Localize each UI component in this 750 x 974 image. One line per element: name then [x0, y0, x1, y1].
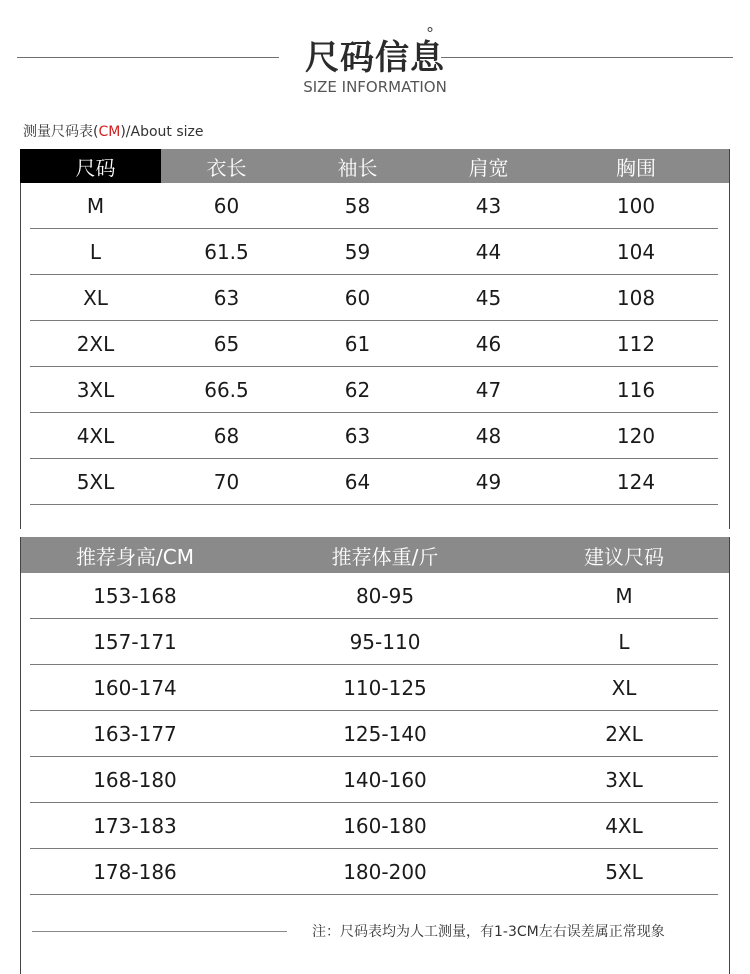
table-cell: 60: [292, 275, 423, 321]
table-cell: 178-186: [30, 849, 240, 895]
column-header: 推荐体重/斤: [240, 537, 530, 573]
column-header: 胸围: [554, 149, 718, 183]
table-cell: 116: [554, 367, 718, 413]
table-cell: L: [530, 619, 718, 665]
size-row: [30, 367, 718, 413]
size-table: [30, 149, 718, 505]
table-cell: 168-180: [30, 757, 240, 803]
table-cell: 63: [292, 413, 423, 459]
recommend-row: [30, 757, 718, 803]
recommend-row: [30, 665, 718, 711]
table-cell: 153-168: [30, 573, 240, 619]
size-row: [30, 321, 718, 367]
table-cell: 3XL: [530, 757, 718, 803]
recommend-header-left-pad: [20, 537, 30, 573]
table-cell: 2XL: [530, 711, 718, 757]
column-header: 肩宽: [423, 149, 554, 183]
table-cell: 5XL: [30, 459, 161, 505]
table-frame-right: [729, 149, 730, 529]
table-cell: 61: [292, 321, 423, 367]
table-cell: 43: [423, 183, 554, 229]
recommend-row: [30, 619, 718, 665]
footnote-line: [32, 931, 287, 932]
recommend-row: [30, 803, 718, 849]
table-cell: 70: [161, 459, 292, 505]
column-header: 袖长: [292, 149, 423, 183]
table-cell: 46: [423, 321, 554, 367]
table-cell: M: [530, 573, 718, 619]
size-row: [30, 183, 718, 229]
recommend-frame-left: [20, 537, 21, 974]
table-cell: 120: [554, 413, 718, 459]
table-cell: 104: [554, 229, 718, 275]
size-row: [30, 229, 718, 275]
table-cell: 60: [161, 183, 292, 229]
table-cell: 66.5: [161, 367, 292, 413]
recommend-header-right-pad: [718, 537, 729, 573]
recommend-table-header: [30, 537, 718, 573]
table-cell: 63: [161, 275, 292, 321]
table-cell: 59: [292, 229, 423, 275]
recommend-row: [30, 573, 718, 619]
size-table-header-left-pad: [20, 149, 30, 183]
table-cell: 95-110: [240, 619, 530, 665]
table-cell: 80-95: [240, 573, 530, 619]
table-cell: 157-171: [30, 619, 240, 665]
size-table-header: [30, 149, 718, 183]
caption-unit: CM: [98, 124, 121, 140]
size-table-header-right-pad: [718, 149, 729, 183]
table-cell: 160-180: [240, 803, 530, 849]
table-cell: 2XL: [30, 321, 161, 367]
table-cell: XL: [30, 275, 161, 321]
recommend-table: [30, 537, 718, 895]
table-cell: 108: [554, 275, 718, 321]
table-cell: 100: [554, 183, 718, 229]
table-cell: M: [30, 183, 161, 229]
table-cell: 110-125: [240, 665, 530, 711]
table-cell: 64: [292, 459, 423, 505]
table-cell: 49: [423, 459, 554, 505]
table-cell: 125-140: [240, 711, 530, 757]
caption-prefix: 测量尺码表(: [23, 124, 99, 140]
table-frame-left: [20, 149, 21, 529]
table-cell: 45: [423, 275, 554, 321]
footnote: 注：尺码表均为人工测量，有1-3CM左右误差属正常现象: [312, 924, 665, 940]
degree-mark: °: [426, 24, 435, 43]
caption-suffix: )/About size: [120, 124, 204, 140]
column-header: 建议尺码: [530, 537, 718, 573]
size-row: [30, 413, 718, 459]
page-title: [0, 24, 750, 79]
recommend-row: [30, 711, 718, 757]
column-header: 尺码: [30, 149, 161, 183]
page-subtitle: SIZE INFORMATION: [303, 78, 447, 96]
table-cell: 65: [161, 321, 292, 367]
page-title-text: 尺码信息: [305, 38, 445, 78]
table-cell: XL: [530, 665, 718, 711]
table-cell: 124: [554, 459, 718, 505]
column-header: 推荐身高/CM: [30, 537, 240, 573]
table-cell: 68: [161, 413, 292, 459]
table-cell: 48: [423, 413, 554, 459]
column-header: 衣长: [161, 149, 292, 183]
table-cell: 58: [292, 183, 423, 229]
table-cell: 4XL: [30, 413, 161, 459]
table-cell: L: [30, 229, 161, 275]
table-cell: 112: [554, 321, 718, 367]
table-cell: 163-177: [30, 711, 240, 757]
size-row: [30, 459, 718, 505]
table-cell: 140-160: [240, 757, 530, 803]
table-cell: 4XL: [530, 803, 718, 849]
table-cell: 180-200: [240, 849, 530, 895]
table-cell: 3XL: [30, 367, 161, 413]
table-cell: 173-183: [30, 803, 240, 849]
table-caption: [23, 121, 204, 141]
table-cell: 160-174: [30, 665, 240, 711]
recommend-frame-right: [729, 537, 730, 974]
table-cell: 62: [292, 367, 423, 413]
size-row: [30, 275, 718, 321]
recommend-row: [30, 849, 718, 895]
table-cell: 61.5: [161, 229, 292, 275]
table-cell: 47: [423, 367, 554, 413]
table-cell: 44: [423, 229, 554, 275]
table-cell: 5XL: [530, 849, 718, 895]
